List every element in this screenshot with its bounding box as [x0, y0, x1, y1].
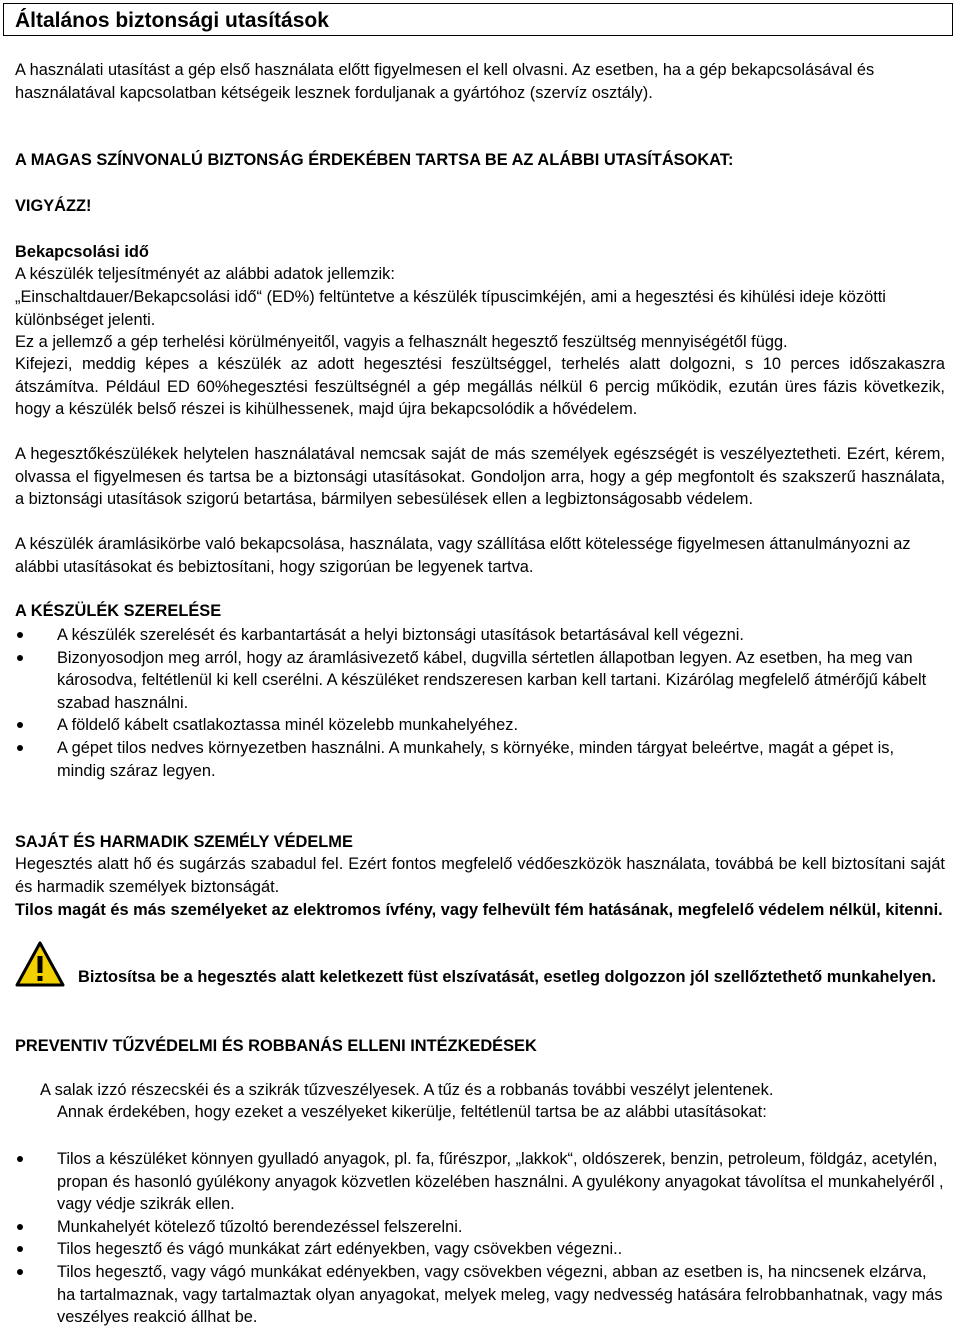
high-safety-heading: A MAGAS SZÍNVONALÚ BIZTONSÁG ÉRDEKÉBEN TARTSA BE AZ ALÁBBI UTASÍTÁSOKAT:	[15, 151, 734, 169]
fire-list	[15, 1148, 945, 1329]
protection-heading: SAJÁT ÉS HARMADIK SZEMÉLY VÉDELME	[15, 833, 353, 851]
switch-on-p2: „Einschaltdauer/Bekapcsolási idő“ (ED%) feltüntetve a készülék típuscimkéjén, ami a hegesztési és kihülési ideje közötti különbséget jelenti.	[15, 288, 886, 329]
list-item: A földelő kábelt csatlakoztassa minél közelebb munkahelyéhez.	[15, 714, 945, 737]
switch-on-p5: A hegesztőkészülékek helytelen használatával nemcsak saját de más személyek egészségét is veszélyeztetheti. Ezért, kérem, olvassa el figyelmesen és tartsa be a biztonsági utasításokat. Gondoljon arra, hogy a gép megfontolt és szakszerű használata, a biztonsági utasítások szigorú betartása, bármilyen sebesülések ellen a legbiztonságosabb védelem.	[15, 445, 945, 509]
list-item: A gépet tilos nedves környezetben használni. A munkahely, s környéke, minden tárgyat beleértve, magát a gépet is, mindig száraz legyen.	[15, 737, 945, 782]
list-item: Tilos hegesztő, vagy vágó munkákat edényekben, vagy csövekben végezni, abban az esetben is, ha nincsenek elzárva, ha tartalmaznak, vagy tartalmaztak olyan anyagokat, melyek meleg, vagy nedvesség hatására felrobbanhatnak, vagy más veszélyes reakció állhat be.	[15, 1261, 945, 1329]
fire-p2: Annak érdekében, hogy ezeket a veszélyeket kikerülje, feltétlenül tartsa be az alábbi utasításokat:	[57, 1103, 767, 1121]
list-item: Munkahelyét kötelező tűzoltó berendezéssel felszerelni.	[15, 1216, 945, 1239]
switch-on-p3: Ez a jellemző a gép terhelési körülményeitől, vagyis a felhasznált hegesztő feszültség mennyiségétől függ.	[15, 333, 788, 351]
switch-on-heading: Bekapcsolási idő	[15, 243, 149, 261]
warning-word: VIGYÁZZ!	[15, 197, 92, 215]
switch-on-p1: A készülék teljesítményét az alábbi adatok jellemzik:	[15, 265, 395, 283]
intro-paragraph: A használati utasítást a gép első használata előtt figyelmesen el kell olvasni. Az esetben, ha a gép bekapcsolásával és használatával kapcsolatban kétségeik lesznek forduljanak a gyártóhoz (szervíz osztály).	[15, 61, 875, 102]
fire-heading: PREVENTIV TŰZVÉDELMI ÉS ROBBANÁS ELLENI INTÉZKEDÉSEK	[15, 1037, 537, 1055]
assembly-list	[15, 624, 945, 782]
assembly-heading: A KÉSZÜLÉK SZERELÉSE	[15, 602, 222, 620]
list-item: A készülék szerelését és karbantartását a helyi biztonsági utasítások betartásával kell végezni.	[15, 624, 945, 647]
page-title: Általános biztonsági utasítások	[3, 3, 953, 36]
list-item: Tilos a készüléket könnyen gyulladó anyagok, pl. fa, fűrészpor, „lakkok“, oldószerek, benzin, petroleum, földgáz, acetylén, propan és hasonló gyúlékony anyagok közvetlen közelében használni. A gyulékony anyagokat távolítsa el munkahelyéről , vagy védje szikrák ellen.	[15, 1148, 945, 1216]
switch-on-p4: Kifejezi, meddig képes a készülék az adott hegesztési feszültséggel, terhelés alatt dolgozni, s 10 perces időszakaszra átszámítva. Például ED 60%hegesztési feszültségnél a gép megállás nélkül 6 percig működik, ezután üres fázis következik, hogy a készülék belső részei is kihülhessenek, majd újra bekapcsolódik a hővédelem.	[15, 355, 945, 419]
list-item: Bizonyosodjon meg arról, hogy az áramlásivezető kábel, dugvilla sértetlen állapotban legyen. Az esetben, ha meg van károsodva, feltétlenül ki kell cserélni. A készüléket rendszeresen karban kell tartani. Kizárólag megfelelő átmérőjű kábelt szabad használni.	[15, 647, 945, 715]
fire-p1: A salak izzó részecskéi és a szikrák tűzveszélyesek. A tűz és a robbanás további veszélyt jelentenek.	[40, 1081, 774, 1099]
protection-warning-text: Biztosítsa be a hegesztés alatt keletkezett füst elszívatását, esetleg dolgozzon jól szellőztethető munkahelyen.	[78, 968, 937, 986]
protection-p1: Hegesztés alatt hő és sugárzás szabadul fel. Ezért fontos megfelelő védőeszközök használata, továbbá be kell biztosítani saját és harmadik személyek biztonságát.	[15, 855, 945, 896]
list-item: Tilos hegesztő és vágó munkákat zárt edényekben, vagy csövekben végezni..	[15, 1238, 945, 1261]
switch-on-p6: A készülék áramlásikörbe való bekapcsolása, használata, vagy szállítása előtt kötelessége figyelmesen áttanulmányozni az alábbi utasításokat és bebiztosítani, hogy szigorúan be legyenek tartva.	[15, 535, 911, 576]
protection-p2: Tilos magát és más személyeket az elektromos ívfény, vagy felhevült fém hatásának, megfelelő védelem nélkül, kitenni.	[15, 901, 943, 919]
